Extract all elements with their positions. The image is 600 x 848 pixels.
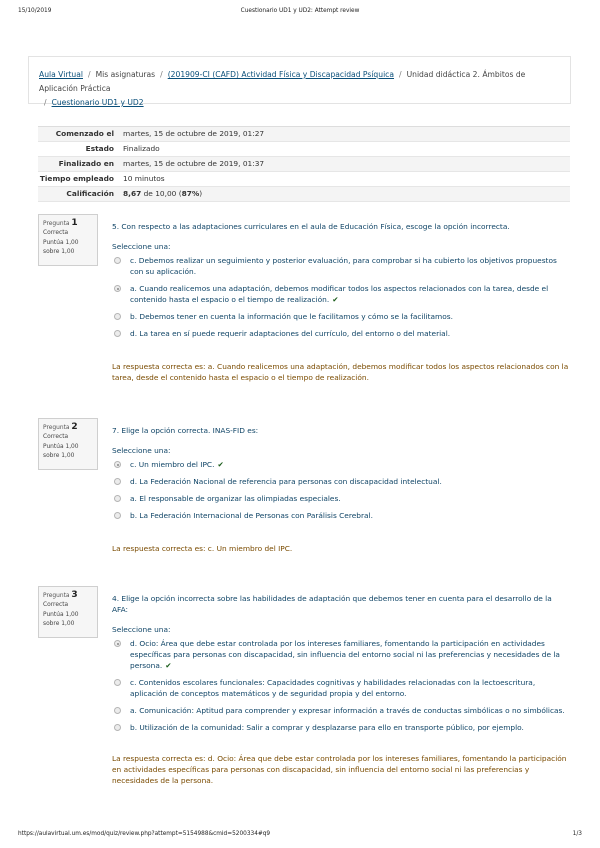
- breadcrumb-mis-asignaturas: Mis asignaturas: [95, 70, 156, 79]
- select-prompt: Seleccione una:: [112, 446, 171, 455]
- option-text: a. Cuando realicemos una adaptación, debemos modificar todos los aspectos relacionados con la tarea, desde el contenido hasta el espacio o el tiempo de realización. ✔: [130, 284, 549, 304]
- answer-option[interactable]: [112, 493, 570, 504]
- question-body: [112, 593, 570, 786]
- question-body: [112, 221, 570, 383]
- question-feedback: La respuesta correcta es: c. Un miembro del IPC.: [112, 544, 293, 553]
- answer-option-selected[interactable]: [112, 459, 570, 470]
- radio-button[interactable]: [114, 512, 121, 519]
- grade-percent: 87%: [181, 189, 200, 198]
- question-feedback: La respuesta correcta es: a. Cuando realicemos una adaptación, debemos modificar todos los aspectos relacionados con la tarea, desde el contenido hasta el espacio o el tiempo de realización.: [112, 362, 569, 382]
- print-footer: [18, 831, 582, 837]
- radio-button-selected[interactable]: [114, 461, 121, 468]
- option-text: d. La tarea en sí puede requerir adaptaciones del currículo, del entorno o del material.: [130, 329, 451, 338]
- summary-value: martes, 15 de octubre de 2019, 01:37: [123, 159, 265, 168]
- question-feedback: La respuesta correcta es: d. Ocio: Área que debe estar controlada por los intereses familiares, fomentando la participación en actividades específicas para personas con discapacidad, sin influencia del entorno social ni las preferencias y necesidades de la persona.: [112, 754, 567, 785]
- question-info: [38, 214, 98, 266]
- answer-option[interactable]: [112, 328, 570, 339]
- answer-option-selected[interactable]: [112, 638, 570, 671]
- summary-value: 10 minutos: [123, 174, 165, 183]
- radio-button[interactable]: [114, 495, 121, 502]
- question-text: 7. Elige la opción correcta. INAS-FID es:: [112, 426, 259, 435]
- select-prompt: Seleccione una:: [112, 625, 171, 634]
- radio-button[interactable]: [114, 257, 121, 264]
- option-text: c. Debemos realizar un seguimiento y posterior evaluación, para comprobar si ha cubierto los objetivos propuestos con su aplicación.: [130, 256, 557, 276]
- option-text: c. Un miembro del IPC. ✔: [130, 460, 224, 469]
- breadcrumb-separator: /: [88, 70, 91, 79]
- answer-option[interactable]: [112, 705, 570, 716]
- print-title: Cuestionario UD1 y UD2: Attempt review: [240, 8, 360, 14]
- question-info: [38, 418, 98, 470]
- summary-row-started: [38, 127, 570, 142]
- radio-button-selected[interactable]: [114, 640, 121, 647]
- question-info: [38, 586, 98, 638]
- answer-option[interactable]: [112, 255, 570, 277]
- option-text: b. La Federación Internacional de Personas con Parálisis Cerebral.: [130, 511, 373, 520]
- question-label: Pregunta: [43, 425, 70, 431]
- summary-label: Estado: [85, 144, 114, 153]
- grade-rest: de 10,00 (: [143, 189, 182, 198]
- breadcrumb: [28, 56, 571, 107]
- check-icon: ✔: [165, 661, 172, 670]
- answer-option[interactable]: [112, 311, 570, 322]
- question-number: 1: [71, 218, 78, 228]
- radio-button[interactable]: [114, 478, 121, 485]
- option-text: b. Debemos tener en cuenta la información que le facilitamos y cómo se la facilitamos.: [130, 312, 453, 321]
- summary-value: Finalizado: [123, 144, 160, 153]
- answer-option[interactable]: [112, 722, 570, 733]
- question-text: 4. Elige la opción incorrecta sobre las habilidades de adaptación que debemos tener en cuenta para el desarrollo de la AFA:: [112, 594, 552, 614]
- radio-button[interactable]: [114, 707, 121, 714]
- summary-label: Tiempo empleado: [39, 174, 114, 183]
- check-icon: ✔: [217, 460, 224, 469]
- option-text: d. La Federación Nacional de referencia para personas con discapacidad intelectual.: [130, 477, 442, 486]
- question-mark: Puntúa 1,00 sobre 1,00: [43, 240, 79, 255]
- option-text: d. Ocio: Área que debe estar controlada por los intereses familiares, fomentando la participación en actividades específicas para personas con discapacidad, sin influencia del entorno social ni las preferencias y necesidades de la persona. ✔: [130, 639, 560, 670]
- summary-label: Comenzado el: [55, 129, 114, 138]
- print-header: [18, 8, 582, 18]
- check-icon: ✔: [332, 295, 339, 304]
- question-number: 2: [71, 422, 78, 432]
- question-label: Pregunta: [43, 593, 70, 599]
- grade-close: ): [199, 189, 203, 198]
- question-state: Correcta: [43, 601, 69, 608]
- summary-row-state: [38, 142, 570, 157]
- radio-button[interactable]: [114, 313, 121, 320]
- question-mark: Puntúa 1,00 sobre 1,00: [43, 444, 79, 459]
- question-state: Correcta: [43, 433, 69, 440]
- option-text: b. Utilización de la comunidad: Salir a comprar y desplazarse para ello en transporte público, por ejemplo.: [130, 723, 524, 732]
- print-url: https://aulavirtual.um.es/mod/quiz/review.php?attempt=5154988&cmid=5200334#q9: [18, 831, 271, 837]
- breadcrumb-course[interactable]: (201909-CI (CAFD) Actividad Física y Discapacidad Psíquica: [167, 70, 395, 79]
- answer-option[interactable]: [112, 510, 570, 521]
- print-date: 15/10/2019: [18, 8, 52, 14]
- question-state: Correcta: [43, 229, 69, 236]
- attempt-summary: [38, 126, 570, 202]
- option-text: a. El responsable de organizar las olimpiadas especiales.: [130, 494, 341, 503]
- print-page-number: 1/3: [572, 831, 582, 837]
- question-number: 3: [71, 590, 78, 600]
- breadcrumb-unit: Unidad didáctica 2. Ámbitos de Aplicación Práctica: [39, 70, 526, 93]
- breadcrumb-quiz[interactable]: Cuestionario UD1 y UD2: [51, 98, 144, 107]
- question-body: [112, 425, 570, 554]
- summary-row-time: [38, 172, 570, 187]
- breadcrumb-separator: /: [44, 98, 47, 107]
- question-label: Pregunta: [43, 221, 70, 227]
- summary-row-finished: [38, 157, 570, 172]
- question-text: 5. Con respecto a las adaptaciones curriculares en el aula de Educación Física, escoge la opción incorrecta.: [112, 222, 510, 231]
- radio-button[interactable]: [114, 679, 121, 686]
- radio-button[interactable]: [114, 724, 121, 731]
- breadcrumb-separator: /: [399, 70, 402, 79]
- radio-button[interactable]: [114, 330, 121, 337]
- answer-option-selected[interactable]: [112, 283, 570, 305]
- select-prompt: Seleccione una:: [112, 242, 171, 251]
- breadcrumb-aula-virtual[interactable]: Aula Virtual: [39, 70, 83, 79]
- summary-row-grade: [38, 187, 570, 202]
- option-text: c. Contenidos escolares funcionales: Capacidades cognitivas y habilidades relacionadas con la lectoescritura, aplicación de conceptos matemáticos y de seguridad propia y del entorno.: [130, 678, 536, 698]
- summary-value: [118, 187, 570, 201]
- summary-label: Calificación: [66, 189, 114, 198]
- breadcrumb-separator: /: [160, 70, 163, 79]
- answer-option[interactable]: [112, 677, 570, 699]
- radio-button-selected[interactable]: [114, 285, 121, 292]
- option-text: a. Comunicación: Aptitud para comprender y expresar información a través de conductas simbólicas o no simbólicas.: [130, 706, 565, 715]
- grade-score: 8,67: [123, 189, 142, 198]
- summary-label: Finalizado en: [58, 159, 114, 168]
- summary-value: martes, 15 de octubre de 2019, 01:27: [123, 129, 265, 138]
- answer-option[interactable]: [112, 476, 570, 487]
- question-mark: Puntúa 1,00 sobre 1,00: [43, 612, 79, 627]
